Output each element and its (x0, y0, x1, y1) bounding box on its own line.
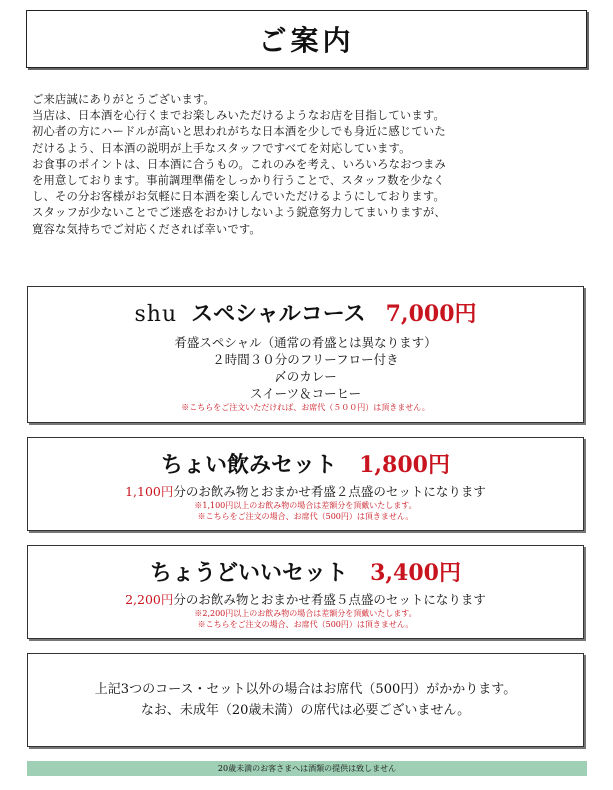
intro-line: だけるよう、日本酒の説明が上手なスタッフですべてを対応しています。 (32, 141, 411, 155)
intro-text (32, 92, 592, 238)
chodo-ii-set-box (27, 545, 584, 639)
course-prefix: shu (134, 302, 178, 327)
choi-description (28, 483, 583, 500)
intro-line: 寛容な気持ちでご対応くだされば幸いです。 (32, 222, 261, 236)
intro-line: し、その分お客様がお気軽に日本酒を楽しんでいただけるようにしております。 (32, 190, 445, 204)
intro-line: 初心者の方にハードルが高いと思われがちな日本酒を少しでも身近に感じていた (32, 125, 446, 139)
intro-line: ご来店誠にありがとうございます。 (32, 93, 216, 106)
chodo-description-text: 分のお飲み物とおまかせ肴盛５点盛のセットになります (173, 592, 486, 607)
choi-heading (28, 448, 583, 479)
chodo-note: ※2,200円以上のお飲み物の場合は差額分を頂戴いたします。 (194, 609, 417, 618)
chodo-drink-price: 2,200円 (125, 592, 174, 607)
choi-description-text: 分のお飲み物とおまかせ肴盛２点盛のセットになります (173, 484, 486, 499)
choi-price: 1,800円 (359, 452, 450, 478)
choi-name: ちょい飲みセット (161, 452, 338, 478)
chodo-name: ちょうどいいセット (150, 560, 349, 586)
course-price: 7,000円 (385, 301, 477, 327)
intro-line: を用意しております。事前調理準備をしっかり行うことで、スタッフ数を少なく (32, 174, 445, 188)
choi-drink-price: 1,100円 (125, 484, 174, 499)
page-title: ご案内 (258, 24, 355, 57)
intro-line: 当店は、日本酒を心行くまでお楽しみいただけるようなお店を目指しています。 (32, 109, 445, 123)
title-box (26, 10, 587, 68)
choi-nomi-set-box (27, 437, 584, 531)
seat-charge-box (27, 653, 584, 747)
seat-charge-line: なお、未成年（20歳未満）の席代は必要ございません。 (140, 703, 471, 718)
course-note: ※こちらをご注文いただければ、お席代（５００円）は頂きません。 (181, 403, 430, 412)
course-item: スイーツ＆コーヒー (249, 386, 362, 401)
intro-line: スタッフが少ないことでご迷惑をおかけしないよう鋭意努力してまいりますが、 (32, 206, 446, 220)
course-item: 肴盛スペシャル（通常の肴盛とは異なります） (174, 335, 437, 350)
special-course-heading (28, 297, 583, 328)
special-course-box (27, 286, 584, 423)
choi-note: ※1,100円以上のお飲み物の場合は差額分を頂戴いたします。 (194, 501, 417, 510)
course-item: ２時間３０分のフリーフロー付き (212, 352, 399, 367)
seat-charge-line: 上記3つのコース・セット以外の場合はお席代（500円）がかかります。 (94, 682, 517, 697)
choi-note: ※こちらをご注文の場合、お席代（500円）は頂きません。 (197, 512, 414, 521)
course-name: スペシャルコース (191, 301, 366, 327)
footer-notice: 20歳未満のお客さまへは酒類の提供は致しません (27, 761, 587, 776)
intro-line: お食事のポイントは、日本酒に合うもの。これのみを考え、いろいろなおつまみ (32, 157, 447, 171)
chodo-description (28, 591, 583, 608)
chodo-note: ※こちらをご注文の場合、お席代（500円）は頂きません。 (197, 620, 414, 629)
chodo-heading (28, 556, 583, 587)
chodo-price: 3,400円 (370, 560, 461, 586)
course-item: 〆のカレー (274, 369, 337, 384)
